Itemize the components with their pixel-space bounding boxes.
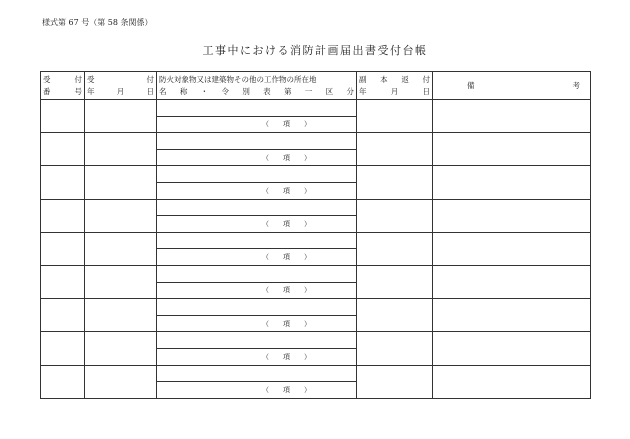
header-receipt-date bbox=[85, 72, 157, 100]
remarks-cell[interactable] bbox=[433, 232, 591, 265]
item-class-open: （ bbox=[262, 186, 269, 195]
location-name-cell[interactable] bbox=[157, 332, 357, 349]
header-location bbox=[157, 72, 357, 100]
copy-return-date-cell[interactable] bbox=[357, 232, 433, 265]
location-name-cell[interactable] bbox=[157, 133, 357, 150]
receipt-date-cell[interactable] bbox=[85, 232, 157, 265]
header-location-char: 称 bbox=[179, 87, 188, 96]
item-class-cell[interactable] bbox=[157, 149, 357, 166]
copy-return-date-cell[interactable] bbox=[357, 299, 433, 332]
table-row bbox=[41, 166, 591, 183]
item-class-text: 項 bbox=[283, 153, 290, 162]
copy-return-date-cell[interactable] bbox=[357, 100, 433, 133]
header-month: 月 bbox=[116, 87, 125, 96]
header-location-char: 令 bbox=[221, 87, 229, 96]
header-location-char: ・ bbox=[200, 87, 209, 96]
header-receipt-no-char: 号 bbox=[74, 87, 82, 96]
item-class-text: 項 bbox=[283, 120, 290, 129]
item-class-cell[interactable] bbox=[157, 216, 357, 233]
item-class-open: （ bbox=[262, 153, 269, 162]
header-remarks-char: 備 bbox=[467, 81, 475, 90]
receipt-date-cell[interactable] bbox=[85, 166, 157, 199]
item-class-text: 項 bbox=[283, 253, 290, 262]
receipt-no-cell[interactable] bbox=[41, 265, 85, 298]
item-class-text: 項 bbox=[283, 219, 290, 228]
receipt-date-cell[interactable] bbox=[85, 199, 157, 232]
remarks-cell[interactable] bbox=[433, 299, 591, 332]
location-name-cell[interactable] bbox=[157, 365, 357, 382]
header-location-char: 第 bbox=[283, 87, 292, 96]
remarks-cell[interactable] bbox=[433, 365, 591, 398]
item-class-close: ） bbox=[304, 385, 311, 394]
header-receipt-no-char: 付 bbox=[74, 75, 82, 84]
item-class-text: 項 bbox=[283, 352, 290, 361]
copy-return-date-cell[interactable] bbox=[357, 166, 433, 199]
header-location-char: 区 bbox=[325, 87, 334, 96]
header-day: 日 bbox=[422, 87, 430, 96]
item-class-cell[interactable] bbox=[157, 348, 357, 365]
header-receipt-no-char: 番 bbox=[43, 87, 51, 96]
item-class-label bbox=[157, 352, 356, 362]
table-row bbox=[41, 100, 591, 117]
header-location-char: 別 bbox=[242, 87, 250, 96]
item-class-text: 項 bbox=[283, 385, 290, 394]
table-row bbox=[41, 299, 591, 316]
item-class-open: （ bbox=[262, 319, 269, 328]
item-class-cell[interactable] bbox=[157, 282, 357, 299]
item-class-label bbox=[157, 119, 356, 129]
ledger-body bbox=[41, 100, 591, 399]
item-class-label bbox=[157, 186, 356, 196]
receipt-date-cell[interactable] bbox=[85, 365, 157, 398]
header-receipt-no-char: 受 bbox=[43, 75, 51, 84]
table-row bbox=[41, 232, 591, 249]
item-class-open: （ bbox=[262, 352, 269, 361]
item-class-close: ） bbox=[304, 286, 311, 295]
header-receipt-date-char: 付 bbox=[146, 75, 154, 84]
copy-return-date-cell[interactable] bbox=[357, 365, 433, 398]
location-name-cell[interactable] bbox=[157, 299, 357, 316]
copy-return-date-cell[interactable] bbox=[357, 133, 433, 166]
header-location-char: 名 bbox=[159, 87, 167, 96]
table-row bbox=[41, 365, 591, 382]
header-receipt-no bbox=[41, 72, 85, 100]
item-class-open: （ bbox=[262, 120, 269, 129]
form-number: 様式第 67 号（第 58 条関係） bbox=[42, 18, 153, 27]
item-class-close: ） bbox=[304, 219, 311, 228]
receipt-date-cell[interactable] bbox=[85, 299, 157, 332]
remarks-cell[interactable] bbox=[433, 100, 591, 133]
copy-return-date-cell[interactable] bbox=[357, 265, 433, 298]
remarks-cell[interactable] bbox=[433, 166, 591, 199]
receipt-date-cell[interactable] bbox=[85, 133, 157, 166]
header-year: 年 bbox=[87, 87, 95, 96]
item-class-cell[interactable] bbox=[157, 182, 357, 199]
location-name-cell[interactable] bbox=[157, 265, 357, 282]
header-copy-return-char: 返 bbox=[401, 75, 409, 84]
location-name-cell[interactable] bbox=[157, 232, 357, 249]
item-class-close: ） bbox=[304, 153, 311, 162]
copy-return-date-cell[interactable] bbox=[357, 199, 433, 232]
header-location-char: 一 bbox=[304, 87, 313, 96]
item-class-close: ） bbox=[304, 319, 311, 328]
ledger-table bbox=[40, 71, 591, 399]
item-class-cell[interactable] bbox=[157, 116, 357, 133]
header-copy-return-char: 本 bbox=[380, 75, 388, 84]
item-class-label bbox=[157, 219, 356, 229]
item-class-text: 項 bbox=[283, 186, 290, 195]
item-class-label bbox=[157, 252, 356, 262]
table-row bbox=[41, 199, 591, 216]
copy-return-date-cell[interactable] bbox=[357, 332, 433, 365]
location-name-cell[interactable] bbox=[157, 199, 357, 216]
item-class-open: （ bbox=[262, 219, 269, 228]
item-class-cell[interactable] bbox=[157, 315, 357, 332]
header-location-char: 分 bbox=[346, 87, 354, 96]
item-class-label bbox=[157, 285, 356, 295]
header-month: 月 bbox=[390, 87, 399, 96]
item-class-text: 項 bbox=[283, 319, 290, 328]
receipt-no-cell[interactable] bbox=[41, 299, 85, 332]
header-remarks bbox=[433, 72, 591, 100]
receipt-no-cell[interactable] bbox=[41, 166, 85, 199]
header-year: 年 bbox=[359, 87, 367, 96]
receipt-no-cell[interactable] bbox=[41, 232, 85, 265]
receipt-no-cell[interactable] bbox=[41, 332, 85, 365]
item-class-close: ） bbox=[304, 186, 311, 195]
receipt-date-cell[interactable] bbox=[85, 100, 157, 133]
header-copy-return-char: 付 bbox=[422, 75, 430, 84]
receipt-no-cell[interactable] bbox=[41, 199, 85, 232]
item-class-label bbox=[157, 319, 356, 329]
item-class-close: ） bbox=[304, 253, 311, 262]
remarks-cell[interactable] bbox=[433, 332, 591, 365]
receipt-no-cell[interactable] bbox=[41, 365, 85, 398]
header-day: 日 bbox=[146, 87, 154, 96]
remarks-cell[interactable] bbox=[433, 133, 591, 166]
receipt-no-cell[interactable] bbox=[41, 100, 85, 133]
item-class-open: （ bbox=[262, 385, 269, 394]
receipt-date-cell[interactable] bbox=[85, 332, 157, 365]
item-class-cell[interactable] bbox=[157, 249, 357, 266]
table-row bbox=[41, 265, 591, 282]
item-class-cell[interactable] bbox=[157, 382, 357, 399]
header-row bbox=[41, 72, 591, 100]
header-copy-return-char: 副 bbox=[359, 75, 367, 84]
header-remarks-char: 考 bbox=[572, 81, 580, 90]
table-row bbox=[41, 133, 591, 150]
item-class-close: ） bbox=[304, 120, 311, 129]
receipt-no-cell[interactable] bbox=[41, 133, 85, 166]
item-class-label bbox=[157, 153, 356, 163]
header-copy-return-date bbox=[357, 72, 433, 100]
remarks-cell[interactable] bbox=[433, 265, 591, 298]
header-location-line1: 防火対象物又は建築物その他の工作物の所在地 bbox=[159, 75, 317, 84]
remarks-cell[interactable] bbox=[433, 199, 591, 232]
item-class-close: ） bbox=[304, 352, 311, 361]
location-name-cell[interactable] bbox=[157, 100, 357, 117]
item-class-label bbox=[157, 385, 356, 395]
table-row bbox=[41, 332, 591, 349]
item-class-text: 項 bbox=[283, 286, 290, 295]
item-class-open: （ bbox=[262, 253, 269, 262]
item-class-open: （ bbox=[262, 286, 269, 295]
header-receipt-date-char: 受 bbox=[87, 75, 95, 84]
location-name-cell[interactable] bbox=[157, 166, 357, 183]
header-location-char: 表 bbox=[263, 87, 271, 96]
receipt-date-cell[interactable] bbox=[85, 265, 157, 298]
page-title: 工事中における消防計画届出書受付台帳 bbox=[202, 44, 428, 57]
